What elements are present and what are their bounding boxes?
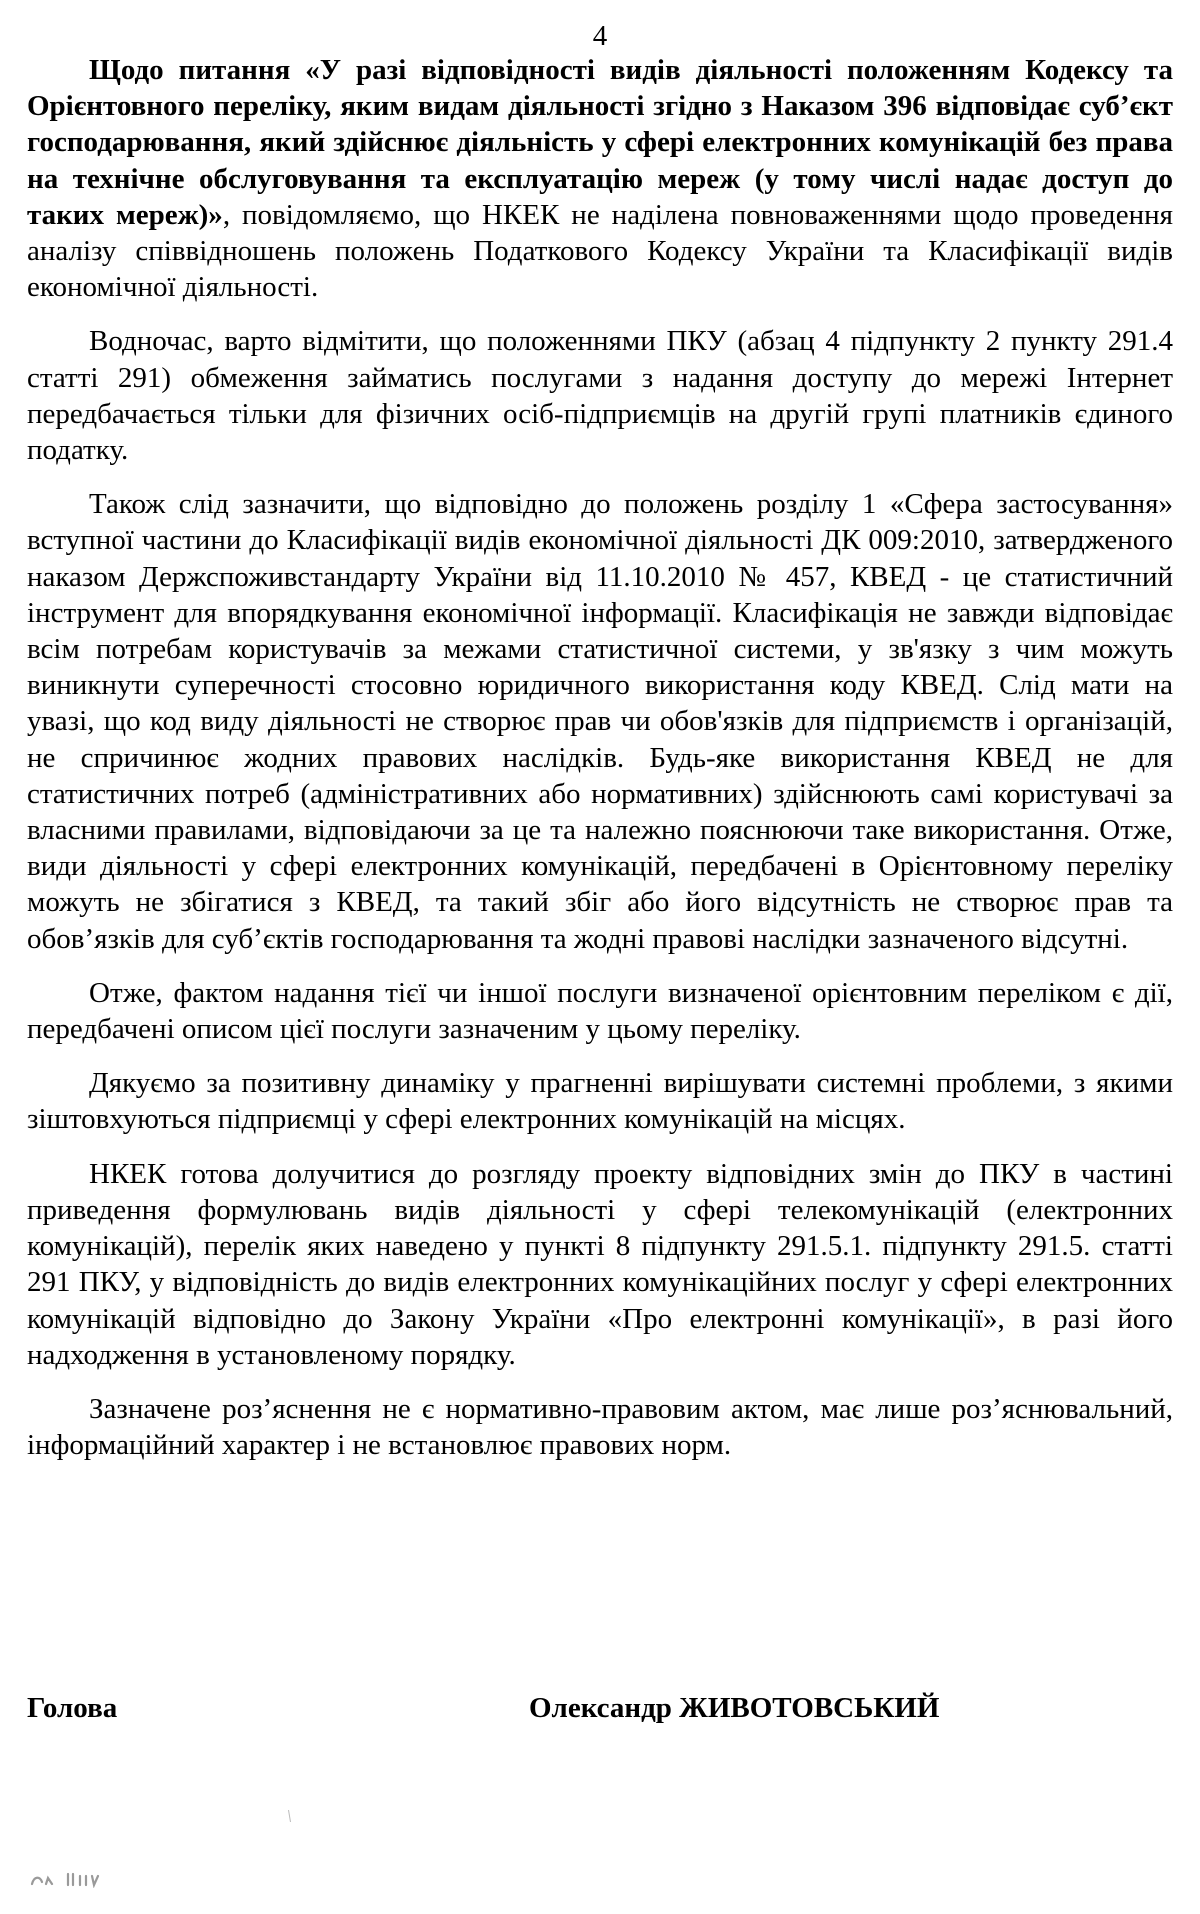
paragraph-1 [27, 52, 1173, 305]
signatory-name: Олександр ЖИВОТОВСЬКИЙ [529, 1692, 940, 1724]
letter-body [27, 52, 1173, 1481]
paragraph-4: Отже, фактом надання тієї чи іншої послуги визначеної орієнтовним переліком є дії, передбачені описом цієї послуги зазначеним у цьому переліку. [27, 976, 1173, 1046]
scan-speck-mark [288, 1810, 291, 1822]
paragraph-7: Зазначене роз’яснення не є нормативно-правовим актом, має лише роз’яснювальний, інформаційний характер і не встановлює правових норм. [27, 1392, 1173, 1462]
paragraph-1-answer: , повідомляємо, що НКЕК не наділена повноваженнями щодо проведення аналізу співвідношень положень Податкового Кодексу України та Класифікації видів економічної діяльності. [27, 198, 1173, 304]
faint-illegible-mark [28, 1868, 128, 1888]
paragraph-5: Дякуємо за позитивну динаміку у прагненні вирішувати системні проблеми, з якими зіштовхуються підприємці у сфері електронних комунікацій на місцях. [27, 1067, 1173, 1136]
signature-block [27, 1690, 1173, 1730]
paragraph-1-bold-question: Щодо питання «У разі відповідності видів діяльності положенням Кодексу та Орієнтовного переліку, яким видам діяльності згідно з Наказом 396 відповідає суб’єкт господарювання, який здійснює діяльність у сфері електронних комунікацій без права на технічне обслуговування та експлуатацію мереж (у тому числі надає доступ до таких мереж)» [27, 54, 1173, 231]
paragraph-3: Також слід зазначити, що відповідно до положень розділу 1 «Сфера застосування» вступної частини до Класифікації видів економічної діяльності ДК 009:2010, затвердженого наказом Держспоживстандарту України від 11.10.2010 № 457, КВЕД - це статистичний інструмент для впорядкування економічної інформації. Класифікація не завжди відповідає всім потребам користувачів за межами статистичної системи, у зв'язку з чим можуть виникнути суперечності стосовно юридичного використання коду КВЕД. Слід мати на увазі, що код виду діяльності не створює прав чи обов'язків для підприємств і організацій, не спричинює жодних правових наслідків. Будь-яке використання КВЕД не для статистичних потреб (адміністративних або нормативних) здійснюють самі користувачі за власними правилами, відповідаючи за це та належно пояснюючи таке використання. Отже, види діяльності у сфері електронних комунікацій, передбачені в Орієнтовному переліку можуть не збігатися з КВЕД, та такий збіг або його відсутність не створює прав та обов’язків для суб’єктів господарювання та жодні правові наслідки зазначеного відсутні. [27, 488, 1173, 955]
paragraph-2: Водночас, варто відмітити, що положеннями ПКУ (абзац 4 підпункту 2 пункту 291.4 статті 291) обмеження займатись послугами з надання доступу до мережі Інтернет передбачається тільки для фізичних осіб-підприємців на другій групі платників єдиного податку. [27, 325, 1173, 467]
paragraph-6: НКЕК готова долучитися до розгляду проекту відповідних змін до ПКУ в частині приведення формулювань видів діяльності у сфері телекомунікацій (електронних комунікацій), перелік яких наведено у пункті 8 підпункту 291.5.1. підпункту 291.5. статті 291 ПКУ, у відповідність до видів електронних комунікаційних послуг у сфері електронних комунікацій відповідно до Закону України «Про електронні комунікації», в разі його надходження в установленому порядку. [27, 1157, 1173, 1371]
page-number: 4 [592, 20, 608, 52]
signatory-title: Голова [27, 1692, 118, 1724]
